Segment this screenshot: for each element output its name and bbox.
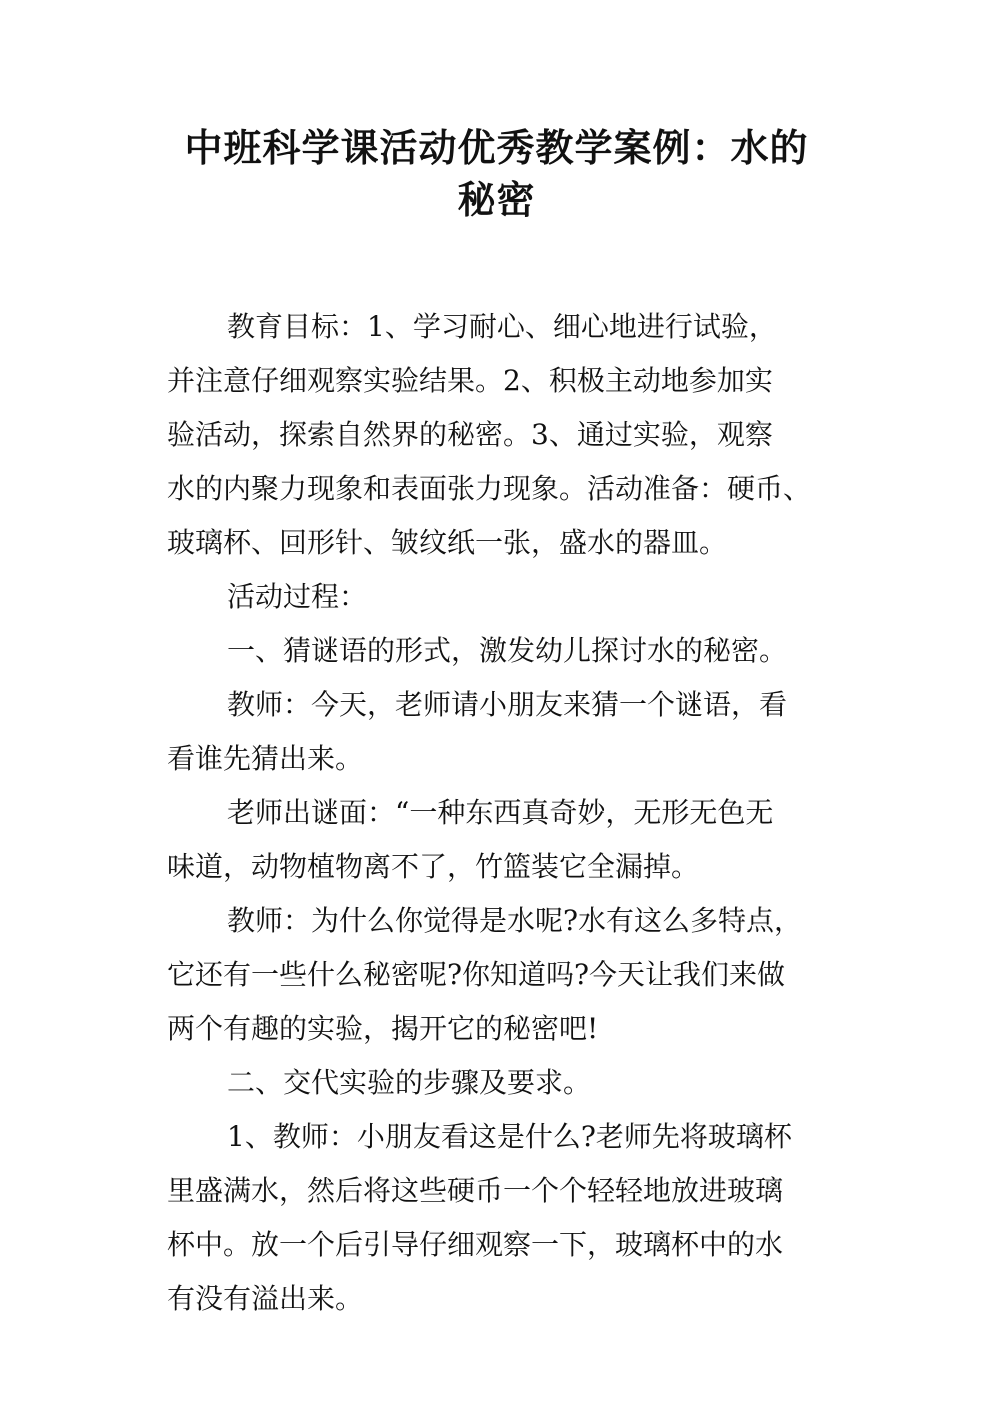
text-line: 教师：今天，老师请小朋友来猜一个谜语，看 [227,688,788,721]
document-title-line-2: 秘密 [457,178,536,222]
text-line: 一、猜谜语的形式，激发幼儿探讨水的秘密。 [227,634,788,667]
text-line: 看谁先猜出来。 [167,742,364,775]
text-line: 水的内聚力现象和表面张力现象。活动准备：硬币、 [167,472,812,505]
text-line: 老师出谜面：“一种东西真奇妙，无形无色无 [227,796,774,829]
text-line: 并注意仔细观察实验结果。2、积极主动地参加实 [167,364,773,397]
text-line: 二、交代实验的步骤及要求。 [227,1066,592,1099]
text-line: 教师：为什么你觉得是水呢?水有这么多特点， [227,904,803,937]
document-title-line-1: 中班科学课活动优秀教学案例：水的 [184,126,809,170]
text-line: 它还有一些什么秘密呢?你知道吗?今天让我们来做 [167,958,786,991]
text-line: 教育目标：1、学习耐心、细心地进行试验， [227,310,777,343]
text-line: 两个有趣的实验，揭开它的秘密吧! [167,1012,599,1045]
document-body [167,300,867,1326]
text-line: 有没有溢出来。 [167,1282,364,1315]
text-line: 玻璃杯、回形针、皱纹纸一张，盛水的器皿。 [167,526,728,559]
text-line: 1、教师：小朋友看这是什么?老师先将玻璃杯 [227,1120,792,1153]
text-line: 杯中。放一个后引导仔细观察一下，玻璃杯中的水 [167,1228,784,1261]
text-line: 味道，动物植物离不了，竹篮装它全漏掉。 [167,850,700,883]
text-line: 验活动，探索自然界的秘密。3、通过实验，观察 [167,418,773,451]
text-line: 里盛满水，然后将这些硬币一个个轻轻地放进玻璃 [167,1174,784,1207]
text-line: 活动过程： [227,580,368,613]
